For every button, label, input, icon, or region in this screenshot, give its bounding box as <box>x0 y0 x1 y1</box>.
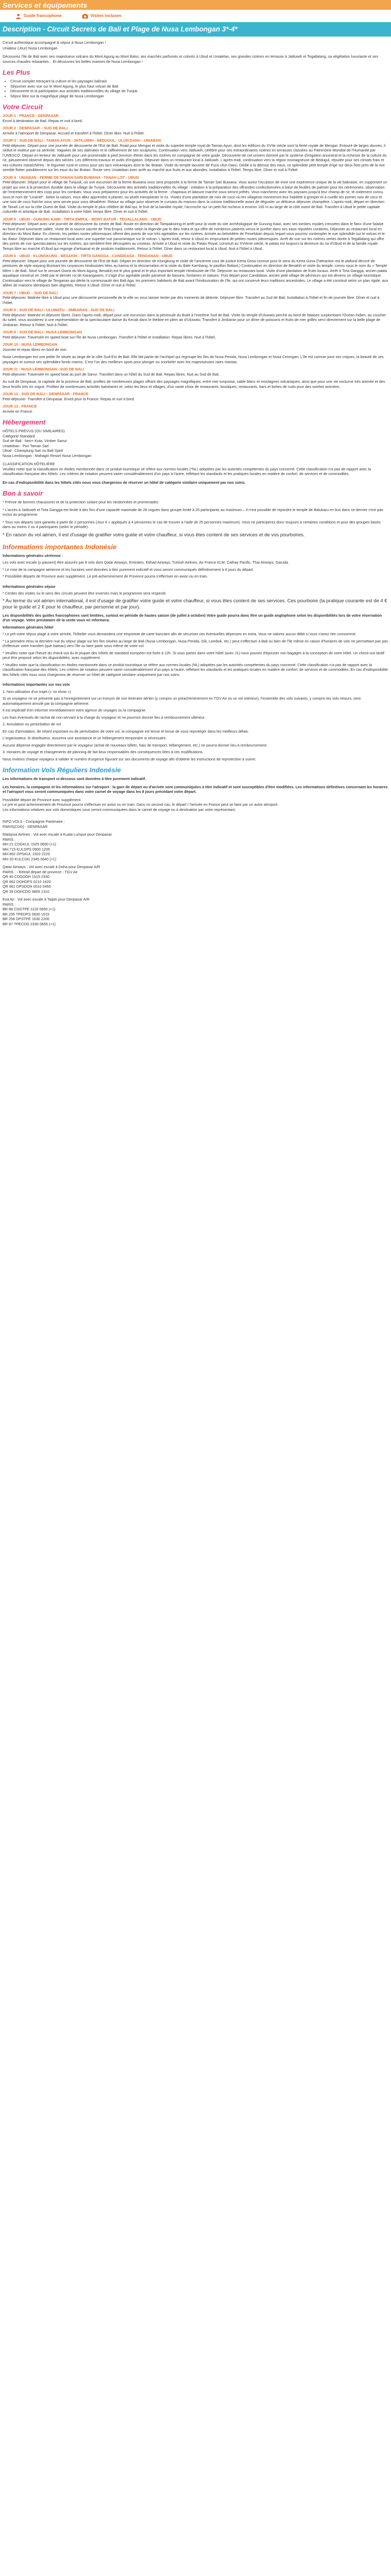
plus-item: • Circuit complet retraçant la culture et les paysages balinais <box>10 79 388 84</box>
visits-label: Visites incluses <box>90 13 122 18</box>
hotels-line: Ubud : Champlung Sari ou Bali Spirit <box>3 448 63 453</box>
intro <box>3 40 388 64</box>
flights-para: Possibilité départ de Province avec supplément. <box>3 797 82 802</box>
info-line: 1. Non-utilisation d'un trajet (« no show ») <box>3 689 71 694</box>
day-text: Petit-déjeuner. Traversée en speed boat sur l'île de Nusa Lembongan. Transfert à l'hôtel et installation. Repas libres. Nuit à l'hôtel. <box>3 334 216 340</box>
hotels <box>3 429 388 485</box>
info-heading: Informations importantes Indonésie <box>3 543 117 551</box>
flight-segment: BR 87 TPECDG 2330 0655 (+1) <box>3 921 56 926</box>
trip-title-band <box>0 22 391 37</box>
day-text: Petit-déjeuner. Départ pour une journée de découverte de l'Est de Bali. Road pour Mengwi et visite du superbe temple royal de Taman Ayun, dont les édifices du XVIIe siècle sont la fierté royale de Mengwi. Entouré de larges douves, il séduit le visiteur par sa sérénité. Vaguées de ses dalmates et le raffinement de ses sculptures. Continuation vers Jatiluwih, célébré pour ses extraordinaires rizières en terrasses classées au Patrimoine Mondial de l'Humanité par l'UNESCO. Départ en lenteur de Jatiluwih pour une promenade à pied (environ 45min dans les rizières en compagnie de votre guide. Découverte de cet univers dominé par le système d'irrigation ancestral et la richesse de la culture du riz, pieusement observé depuis des siècles. Les différents travaux et outils d'irrigation. Déjeuner dans un restaurant local à Jatiluwih. L'après-midi, continuation vers la région montagneuse de Bedugul, réputée pour ses climats frais et ses cultures maraîchères : le légumier rural et connu pour ses lacs volcaniques dont le lac Bratan. Visite du temple lacustre de Pura Ulun Danu. Dédié à la déesse des eaux, ce splendide petit temple érigé sur deux îlots près de la rive semble flotter paisiblement sur les eaux du lac Bratan. Route vers Uniateban avec arrêt au marché aux fruits et aux abondes. Installation à l'hôtel. Temps libre. Dîner et nuit à l'hôtel. <box>3 143 387 172</box>
info-line: Nous invitons chaque voyageur à valider le numéro d'urgence figurant sur ses documents de voyage afin d'obtenir les instructions de reprotection à suivre. <box>3 756 256 761</box>
flight-segment: QR 39 DOHCDG 0805 1310 <box>3 889 50 894</box>
info-line: L'organisateur, le distributeur, assurera une assistance et un hébergement temporaire si nécessaire. <box>3 736 167 741</box>
plus-item: • Séjourner avec vue sur le Mont Agung, le plus haut volcan de Bali <box>10 84 388 89</box>
plus-heading: Les Plus <box>3 69 30 76</box>
hotels-line: HÔTELS PRÉVUS (OU SIMILAIRES) <box>3 429 65 433</box>
info-line: * Veuillez noter que la classification en étoiles mentionnée dans ce produit touristique se réfère aux normes locales (NL) adoptées par les autorités compétentes du pays concerné. Cette classification n'a pas de rapport avec la classification française des hôtels. Les critères de notation peuvent varier considérablement d'un pays à l'autre, reflétant les standards et les pratiques locales en matière de confort, de services et de commodités. En cas d'indisponibilité des hôtels cités nous vous chargerons de réserver un hôtel de catégorie similaire uniquement par nos soins. <box>3 662 388 677</box>
day-text: Petit-déjeuner. Matinée libre à Ubud pour une découverte personnelle de la ville ou vous laisser tenter par des moments de détente. Déjeuner libre. Transfert au Sud de Bali. Installation à l'hôtel et fin de journée libre. Dîner et nuit à l'hôtel. <box>3 295 380 305</box>
day-1 <box>3 113 388 123</box>
trip-title: Description - Circuit Secrets de Bali et Plage de Nusa Lembongan 3*-4* <box>3 25 238 33</box>
day-text: Au sud de Denpasar, la capitale de la province de Bali, profitez de nombreuses plages offrant des paysages magnifiques, entre mer turquoise, sable blanc et montagnes volcaniques, ainsi que pour une vie nocturne très animée et des lieux festifs très en vogue. Profitez de nombreuses activités balnéaires et, selon les lieux et villages, d'un vaste choix de restaurants, boutiques, restaurants, bars et boîtes de nuits pour des soirées animées. <box>3 379 385 389</box>
plus-list <box>3 79 388 98</box>
day-6 <box>3 253 388 288</box>
classification-note: En cas d'indisponibilité dans les hôtels cités nous vous chargerons de réserver un hôtel de catégorie similaire uniquement par nos soins. <box>3 480 246 485</box>
guide-label: Guide francophone <box>24 13 62 18</box>
plus-item: • Découverte et la participation aux activités traditionnelles du village de Tunjuk <box>10 89 388 94</box>
day-title: JOUR 2 : DENPASAR – SUD DE BALI <box>3 126 68 130</box>
day-text: Journée et repas libres en bord de mer. <box>3 347 68 352</box>
guide-item <box>15 13 61 19</box>
day-10-description <box>3 354 388 364</box>
flights-route: PARIS(CDG) - DENPASAR <box>3 824 48 829</box>
info-line: * Le rose de la campagne aérienne et les horaires sont données à titre purement indicatif et vous seront communiqués définitivement à 8 jours du départ. <box>3 567 254 572</box>
day-title: JOUR 11 : NUSA LEMBONGAN - SUD DE BALI <box>3 367 84 371</box>
info-general-heading: Informations générales séréenne : <box>3 553 63 558</box>
flight-segment: QR 40 CDGDOH 1515 2330 <box>3 874 50 879</box>
hotels-line: Sud de Bali : Neo+ Kuta, Vimber Sanur <box>3 438 67 443</box>
info-line: * La première et/ou la dernière nuit du séjour plage sur les îles situées au large de Bali (Nusa Lembongan, Nusa Penida, Gili, Lombok, etc.) peut s'effectuer à Bali ou bien de l'île même en raison d'horaires de vols ne permettant pas pas d'effectuer votre transfert (que bateau) vers l'île ou faire partir sous même de votre vol. <box>3 638 388 649</box>
day-10 <box>3 342 388 352</box>
info-line: Les disponibilités des guides francophones sont limitées, surtout en période de hautes saison (de juillet à octobre) Votre guide pourra donc être un guide anglophone selon les disponibilités lors de votre réservation d'un voyage. Votre prestataire de la vente vous en informera. <box>3 613 382 623</box>
info-specific-heading: Informations générales séjour <box>3 584 56 589</box>
flight-segment: MH 715 KULDPS 0900 1205 <box>3 846 50 852</box>
info-block <box>3 553 388 761</box>
camera-icon <box>82 13 88 19</box>
info-line: Aucune dépense engagée directement par le voyageur (achat de nouveaux billets, frais de transport, hébergement, etc.) ne pourra donner lieu à remboursement. <box>3 742 268 748</box>
flight-segment: QR 962 DOHDPS 0210 1620 <box>3 879 51 884</box>
flight-segment: MH 852 DPSKUL 1920 2220 <box>3 852 50 857</box>
services-band <box>0 0 391 10</box>
airline-name: Malaysia Airlines : Vol avec escale à Kuala Lumpur pour Denpasar <box>3 832 112 837</box>
day-text: Arrivée en France. <box>3 409 34 414</box>
flight-segment: MH 21 CDGKUL 1525 0650 (+1) <box>3 842 56 847</box>
day-4 <box>3 175 388 214</box>
flight-segment: BR 255 TPEDPS 0930 1515 <box>3 911 50 917</box>
airline-block <box>3 832 388 861</box>
day-11 <box>3 367 388 377</box>
airline-block <box>3 865 388 894</box>
visits-item <box>82 13 121 19</box>
good-para: * L'accès à Jatiluwih et Tirta Gangga est limité à des fins d'une capacité maximale de 28 vogues dans groupe limité à 25 participants au maximum – il n'est possible de rejoindre le temple de Batukaru en bus dans ce dernier n'est pas inclus au programme. <box>3 507 383 517</box>
flights-para: Les horaires, la compagnie et les informations sur l'aéroport : la gare de départ ou d'arrivée sont communiquées à titre indicatif et sont susceptibles d'être modifiées. Les informations définitives concernant les horaires et l'aéroport vous seront communiquées dans votre carnet de voyage dans les 8 jours précédant votre départ. <box>3 784 388 794</box>
day-9 <box>3 330 388 340</box>
good-para: * En raison du vol aérien, il est d'usage de gratifier votre guide et votre chauffeur, si vous êtes content de ses services et de vos pourboires. <box>3 532 305 538</box>
guide-icon <box>15 13 21 19</box>
day-title: JOUR 1 : FRANCE - DENPASAR <box>3 113 59 118</box>
good-para: * Tous nos départs sont garantis à partir de 2 personnes (Jour 6 « appliqués à 4 personnes le cas de trouver à l'aide de 25 personnes maximum). Vous ne participerez donc toujours à certaines conditions et pour des groupes basés dans au moins 2 ou 4 participants (selon le période). <box>3 519 381 529</box>
day-title: JOUR 7 : UBUD – SUD DE BALI <box>3 290 58 295</box>
flight-segment: PARIS : - Retrait départ de province - TGV Air <box>3 869 78 874</box>
info-line: Les vols avec escale (y passent) être assurés par 8 vols dont Qatar Airways, Emirates, Etihad Airways, Turkish Airlines, Air France KLM, Cathay Pacific, Thai Airways, Garuda. <box>3 560 289 565</box>
flights-heading: Information Vols Réguliers Indonésie <box>3 766 121 774</box>
info-line: * Le pré-votre séjour plage à votre arrivée, l'hôtelier vous demandera une empreinte de carte bancaire afin de sécuriser vos éventuelles dépenses en extra. Vous ne valorez aucun débit si vous n'avez rien consommé. <box>3 632 356 637</box>
day-text: Petit-déjeuner. Départ avec une journée de découverte du centre de Bali. Route en direction de Tampaksiring et arrêt pour la visite du site archéologique de Gunung Kawi, avec ses tombes royales creusées dans le flanc d'une falaise au fond d'une luxuriante vallée. Visite de la source sacrée de Tirta Empul, créée selon la légende par le dieu Indra et qui offre de nombreux patients venus le purifier dans ses eaux réputées curatives. Déjeuner au restaurant local en direction du Mont Batur. En chemin, les petites routes pittoresques offrent des points de vue très agréables sur les rizières. Arrivée au belvédère de Penelokan depuis lequel vous pourrez contempler le vue splendide sur le volcan et le lac Batur. Déjeuner dans un restaurant local avec une superbe vue panoramique sur le volcan. L'après-midi, retour à Ubud en empruntant de petites routes pittoresques. Arrêt de vue sur les rizières vertes dorée à Tegallalang qui offre des points de vue spectaculaires sur les rizières, qui semblent être découpées au couteau. Arrivée à Ubud et visite du Palais Royal, construit au XVIème siècle, le palais est toujours la demeure du roi d'Ubud et de la famille royale. Temps libre au marché d'Ubud qui regorge d'artisanat et de produits traditionnels. Retour à l'hôtel. Dîner dans un restaurant local à Ubud. Nuit à l'hôtel à Ubud. <box>3 222 385 251</box>
good-to-know-heading: Bon à savoir <box>3 489 43 497</box>
info-line: En cas d'annulation, de retard important ou de perturbation de votre vol, la compagnie est tenue et tenue de vous reprotéger dans les meilleurs délais. <box>3 728 249 734</box>
day-title: JOUR 9 : SUD DE BALI - NUSA LEMBONGAN <box>3 330 82 334</box>
intro-line-1: Circuit authentique accompagné & séjour à Nusa Lembongan ! <box>3 40 106 45</box>
day-text: Petit-déjeuner. Départ pour le village de Tunjuuk, où une excursion de la ferme Buwana vous sera proposée à la ferme de Taman Sari Buwana. Vous aurez l'occasion de vivre une expérience unique de la vie balinaise, en supportant un projet qui vise à la protection durable dans le village de Tunjuk. Découverte des activités traditionnelles du village : initiation à la préparation des offrandes confectionnées à base de feuilles de palmier pour les cérémonies, observation de l'entretiennement des coqs pour les combats. Vous vous préparerez pour les activités de la ferme : chapeaux et laboure marche sous seront prêtés. Vous marcherez avec les paysans jusqu'à leur champ de riz, le codement connu sous le nom de "Linariet". Selon la saison, vous allez apprendre à planter, ou plutôt transplanter le riz. Visitez d'une plantation de noix de coco où les villageois montreront leur habileté à grimper et à cueillir les pomes noix de coco et une noix de coco fraîche vous sera servie pour vous désaltérer. Retour au village pour observer le cursaos du mariuss dans la cuisine traditionnelle avant de déguster un délicieux déjeuner champêtre. L'après-midi, départ en direction de Tanah Lot sur la côte Ouest de Bali. Visite du temple le plus célèbre de Bali qui, le fruit de la bandite royale, l'accroche sur un petit îlot rocheux à environ 100 m au large de la côte ouest de Bali. Transfert à Ubud le petite capitale culturelle et artistique de Bali. Installation à votre hôtel. temps libre. Dîner et nuit à l'hôtel. <box>3 180 387 214</box>
day-title: JOUR 6 : UBUD - KLUNGKUNG - BESAKIH - TIRTA GANGGA - CANDIDASA - TENGANAN - UBUD <box>3 253 173 258</box>
day-title: JOUR 4 : UNIABAN - FERME DE TAMAN SARI BUWANA - TANAH LOT - UBUD <box>3 175 139 180</box>
hotels-line: Catégorie Standard <box>3 433 35 438</box>
day-title: JOUR 5 : UBUD - GUNUNG KAWI - TIRTA EMPUL - MONT BATUR - TEGALLALANG - UBUD <box>3 216 161 222</box>
good-to-know <box>3 500 388 538</box>
day-text: Arrivée à l'aéroport de Denpasar. Accueil et transfert à l'hôtel. Dîner libre. Nuit à l'hôtel. <box>3 130 145 135</box>
day-7 <box>3 291 388 306</box>
day-2 <box>3 126 388 135</box>
info-line: 2. Annulation ou perturbation de vol <box>3 722 61 727</box>
info-line: 3. Horaires de voyage et changements de planning de fait lieux responsables des conséquences liées à ces modifications. <box>3 750 204 755</box>
day-text: Petit-déjeuner. Transfert à Denpasar. Envol pour la France. Repas et nuit à bord. <box>3 396 135 401</box>
day-text: Petit-déjeuner. Matinée et déjeuner libres. Dans l'après-midi, départ pour une excursion dans la péninsule du Bukit à l'extrême Sud de Bali. Visite du temple d'Uluwatu perché au bord de falaises surplombant l'Océan Indien, au coucher du soleil, vous assisterez à une représentation de la spectaculaire danse du Kecak dans le théâtre en plein air d'Uluwatu. Transfert à Jimbaran pour un dîner de poissons et fruits de mer grillés servi directement sur la belle plage de Jimbaran. Retour à l'hôtel. Nuit à l'hôtel. <box>3 312 386 327</box>
day-title: JOUR 3 : SUD DE BALI - TAMAN AYUN - JATILUWIH - BEDUGUL - ULUN DANU - UNIABAN <box>3 138 161 143</box>
info-line: * Veuillez noter que l'heure du check-out du le plupart des hôtels de standard européen est fixée à 12h. Si vous partez dans votre hôtel (avec J1) nous pouvez d'épouser non bagages à la conception de votre hôtel. Un check-out tardif peut être proposé selon les disponibilités, avec supplément. <box>3 650 384 660</box>
hotels-heading: Hébergement <box>3 418 46 426</box>
intro-paragraph: Découvrez l'île de Bali avec ses majestueux volcans du Mont Agung au Mont Batur, ses marchés parfumés et colorés à Ubud et Uniatelan, ses grandes rizières en terrasse à Jatiluwih et Tegallalang, sa végétation luxuriante et ses sources chaudes relaxantes... Et découvrez les belles marines de Nusa Lembongan ! <box>3 54 378 64</box>
itinerary <box>3 113 388 414</box>
flight-segment: PARIS : <box>3 837 16 842</box>
flights-para: Le pré et post acheminement de Province pourra s'effectuer en avion ou en train. Dans ce second cas, le départ / l'arrivée en France peut se faire par un autre aéroport. <box>3 802 279 807</box>
airline-name: Eva Air : Vol avec escale à Taipei pour Denpasar A/R <box>3 897 90 902</box>
info-line: Il est impératif d'en informer immédiatement votre agence de voyages ou la compagnie. <box>3 708 146 713</box>
classification-text: Veuillez noter que la classification en étoiles mentionnée dans ce produit touristique se réfère aux normes locales (*NL) adoptées par les autorités compétentes du pays concerné. Cette classification n'a pas de rapport avec la classification française des hôtels. Les critères de notation peuvent varier considérablement d'un pays à l'autre, reflétant les standards et les pratiques locales en matière de confort, de services et de commodités. <box>3 466 371 476</box>
hotels-line: Nusa Lembongan : Mahagiri Resort Nusa Lembongan <box>3 453 92 458</box>
services-band-title: Services et équipements <box>3 1 88 9</box>
info-line: Informations générales hôtel <box>3 624 54 630</box>
day-title: JOUR 13 : FRANCE <box>3 404 37 409</box>
flights-para: Les informations relatives aux vols domestiques vous seront communiquées dans le carnet de voyage ou à destination par votre représentant. <box>3 807 236 812</box>
airline-name: Qatar Airways : Vol avec escale à Doha pour Denpasar A/R <box>3 865 100 870</box>
info-travel-heading: Informations importantes sur vos vols <box>3 682 70 687</box>
day-title: JOUR 12 : SUD DE BALI – DENPASAR - FRANCE <box>3 392 89 396</box>
main-content <box>0 40 391 926</box>
intro-line-2: Uniateur (Jour) Nusa Lembongan <box>3 45 58 50</box>
flight-segment: BR 256 DPSTPE 1630 2200 <box>3 917 50 922</box>
itinerary-heading: Votre Circuit <box>3 103 43 111</box>
services-row <box>0 10 391 22</box>
info-line: Les frais éventuels de rachat de non-servant à la charge du voyageur et ne pourront donner lieu à remboursement ultérieur. <box>3 715 206 720</box>
day-8 <box>3 308 388 327</box>
flights-info-heading: INFO VOLS - Compagnie Partenaire : <box>3 819 65 824</box>
day-text: Petit-déjeuner. Départ pour une journée de découverte de l'Est de Bali. Départ en direction de Klungkung et visite de l'ancienne cour de justice Kerta Gosa connue pour le sens du Kerta Gosa (l'attraction est le plafond décoré de peintures de style wayang illustrant les croyances hindouistes liées au karma et la réincarnation et la visite du Bale Kambang, le pavillon flottant.) Continuation en direction de Besakih et visite du temple, connu sous le nom du « Temple Mère » de Bali. Situé sur le versant Ouest du Mont Agung, Besakih est le plus grand et le plus important temple Hindouiste de l'île. Déjeuner au restaurant local. Visite d'une plantation de fruits locaux. Arrêt à Tirta Gangga, ancien palais aquatique construit en 1948 par le dernier roi de Karangasem, il s'agit d'un agréable jardin parsemé de bassins, fontaines et statues. Puis départ pour Candidasa, ancien petit village de pêcheurs qui est devenu un village touristique. Continuation vers le village de Tenganan qui dérite la communauté des Bali Aga, les premiers habitants de Bali avant l'hindouisation de l'île, qui ont conservé leurs traditions ancestrales. Le village a été construit selon un plan rigide, aux allées de maisons identiques bien alignées. Retour à Ubud. Dîner et nuit à l'hôtel. <box>3 258 388 287</box>
classification-heading: CLASSIFICATION HÔTELIÈRE <box>3 462 55 466</box>
day-title: JOUR 10 : NUSA LEMBONGAN <box>3 342 57 347</box>
info-line: * Au terme du vol aérien international, il est d'usage de gratifier votre guide et votre chauffeur, si vous êtes content de ses services. Ces pourboire (la pratique courante est de 4 € pour le guide et 2 € pour le chauffeur, par personne et par jour). <box>3 598 387 611</box>
flight-segment: BR 88 CDGTPE 1120 0650 (+1) <box>3 907 56 912</box>
flights-note: Les informations de transport ci-dessous sont données à titre purement indicatif. <box>3 776 146 782</box>
day-3 <box>3 138 388 173</box>
day-title: JOUR 8 : SUD DE BALI - ULUWATU - JIMBARAN - SUD DE BALI <box>3 308 115 312</box>
airline-block <box>3 897 388 926</box>
flights-block <box>3 776 388 926</box>
info-line: Si un voyageur ne se présente pas à l'enregistrement sur un tronçon de son itinéraire aérien (y compris un préacheminement en TGV Air ou un vol intérieur), l'ensemble des vols suivants, y compris les vols retours, sera automatiquement annulé par la compagnie aérienne. <box>3 696 361 706</box>
info-line: * Possibilité départs de Province avec supplément. Le pré-acheminement de Province pourra s'effectuer en avion ou en train. <box>3 574 208 579</box>
flight-segment: MH 20 KULCDG 2345 0640 (+1) <box>3 856 57 861</box>
day-text: Envol à destination de Bali. Repas et nuit à bord. <box>3 118 83 123</box>
flight-segment: PARIS : <box>3 902 16 907</box>
day-text: Petit-déjeuner. Traversée en speed boat au port de Sanur. Transfert dans un hôtel du Sud de Bali. Repas libres. Nuit au Sud de Bali. <box>3 371 220 377</box>
info-line: * Cerdes des visites ou le sens des circuits peuvent être inversés mais le programme sera respecté. <box>3 591 167 596</box>
flight-segment: QR 961 DPSDOH 0010 0455 <box>3 884 51 889</box>
day-text: Nusa Lembongan est une petite île située au large de la côte Sud-Est de Bali. Elle fait partie de l'archipel qui regroupe les îles de Nusa Penida, Nusa Lembongan et Nusa Ceningan. L'île est connue pour ses criques, la beauté de ses paysages et surtout ses splendides fonds marins. C'est l'un des meilleurs spots pour plonger ou snorkeler avec les majestueuses raies mantas. <box>3 354 384 364</box>
day-12 <box>3 392 388 401</box>
good-para: * Prévoir de bonnes chaussures et de la protection solaire pour les randonnées et promenades. <box>3 500 159 504</box>
day-11-description <box>3 379 388 389</box>
day-5 <box>3 217 388 251</box>
plus-item: • Séjour libre sur la magnifique plage de Nusa Lembongan <box>10 94 388 99</box>
day-13 <box>3 404 388 414</box>
hotels-line: Uniateban : Puri Taman Sari <box>3 443 49 448</box>
